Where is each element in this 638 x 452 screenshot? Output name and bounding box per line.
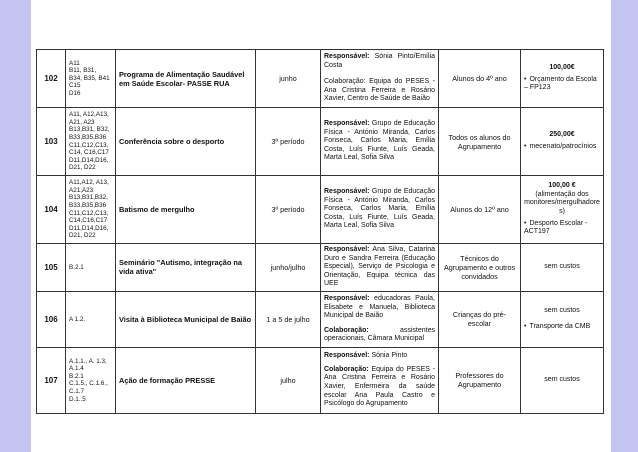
responsible-text: Sónia Pinto — [369, 352, 408, 360]
row-budget — [521, 176, 604, 244]
row-title: Batismo de mergulho — [116, 176, 256, 244]
row-budget — [521, 347, 604, 413]
row-responsible — [321, 50, 439, 108]
collaboration-text: Equipa do PESES - Ana Cristina Ferreira e Rosário Xavier, Enfermeira da saúde escolar Ana Paula Castro e Psicólogo do Agrupamento — [324, 365, 435, 408]
document-page — [31, 0, 611, 452]
responsible-label: Responsável: — [324, 294, 370, 302]
budget-source: • mecenato/patrocínios — [524, 143, 600, 152]
row-budget — [521, 108, 604, 176]
budget-amount: sem custos — [544, 376, 580, 384]
collaboration-text: assistentes operacionais, Câmara Municipal — [324, 326, 435, 343]
row-target: Crianças do pré-escolar — [439, 291, 521, 347]
responsible-text: Ana Silva, Catarina Duro e Sandra Ferreira (Educação Especial), Serviço de Psicologia e Orientação, Equipa técnica das UEE — [324, 246, 435, 288]
row-target: Alunos do 12º ano — [439, 176, 521, 244]
table-row — [37, 50, 604, 108]
activities-table — [36, 49, 604, 414]
responsible-text: Sónia Pinto/Emília Costa — [324, 53, 435, 69]
budget-note: (alimentação dos monitores/mergulhadores) — [524, 190, 600, 215]
responsible-text: Grupo de Educação Física - António Miranda, Carlos Fonseca, Carlos Maria, Emília Costa, Luís Fiunte, Luís Geada, Marta Leal, Sofia Silva — [324, 120, 435, 162]
row-codes: A11, A12,A13, A21, A23 B13,B31, B32, B33,B35,B36 C11,C12,C13, C14, C16,C17 D11,D14,D16, D21, D22 — [66, 108, 116, 176]
row-number: 107 — [37, 347, 66, 413]
row-title: Visita à Biblioteca Municipal de Baião — [116, 291, 256, 347]
row-codes: A11 B11, B31, B34, B35, B41 C15 D16 — [66, 50, 116, 108]
responsible-label: Responsável: — [324, 53, 370, 61]
budget-source: • Orçamento da Escola – FP123 — [524, 76, 600, 93]
collaboration-label: Colaboração: — [324, 326, 369, 334]
row-number: 102 — [37, 50, 66, 108]
row-responsible — [321, 347, 439, 413]
row-date: 1 a 5 de julho — [256, 291, 321, 347]
row-target: Técnicos do Agrupamento e outros convidados — [439, 244, 521, 292]
responsible-text: Grupo de Educação Física - António Miranda, Carlos Fonseca, Carlos Maria, Emília Costa, Luís Fiunte, Luís Geada, Marta Leal, Sofia Silva — [324, 188, 435, 230]
budget-amount: 100,00€ — [549, 64, 575, 72]
budget-amount: 100,00 € — [548, 182, 576, 190]
row-number: 106 — [37, 291, 66, 347]
row-target: Todos os alunos do Agrupamento — [439, 108, 521, 176]
row-title: Seminário "Autismo, integração na vida ativa" — [116, 244, 256, 292]
row-codes: A.1.1., A. 1.3, A.1.4 B.2.1 C.1.5., C.1.6., C.1.7 D.1..5 — [66, 347, 116, 413]
collaboration-label: Colaboração: — [324, 365, 369, 373]
row-budget — [521, 291, 604, 347]
collaboration-text: Equipa do PESES - Ana Cristina Ferreira e Rosário Xavier, Centro de Saúde de Baião — [324, 78, 435, 103]
row-number: 104 — [37, 176, 66, 244]
row-title: Conferência sobre o desporto — [116, 108, 256, 176]
row-responsible — [321, 291, 439, 347]
row-number: 105 — [37, 244, 66, 292]
row-responsible — [321, 244, 439, 292]
table-row — [37, 347, 604, 413]
row-responsible — [321, 108, 439, 176]
row-budget — [521, 244, 604, 292]
budget-amount: sem custos — [544, 263, 580, 271]
table-row — [37, 176, 604, 244]
responsible-text: educadoras Paula, Elisabete e Manuela, Biblioteca Municipal de Baião — [324, 294, 435, 320]
row-codes: A11,A12, A13, A21,A23 B13,B31,B32, B33,B35,B36 C11,C12,C13, C14,C16,C17 D11,D14,D16, D21, D22 — [66, 176, 116, 244]
table-row — [37, 244, 604, 292]
table-row — [37, 108, 604, 176]
responsible-label: Responsável: — [324, 120, 370, 128]
row-codes: B.2.1 — [66, 244, 116, 292]
row-number: 103 — [37, 108, 66, 176]
budget-amount: 250,00€ — [549, 131, 575, 139]
budget-source: • Transporte da CMB — [524, 323, 600, 332]
row-date: julho — [256, 347, 321, 413]
row-title: Programa de Alimentação Saudável em Saúde Escolar- PASSE RUA — [116, 50, 256, 108]
table-row — [37, 291, 604, 347]
row-codes: A 1.2. — [66, 291, 116, 347]
budget-source: • Desporto Escolar - ACT197 — [524, 220, 600, 237]
row-target: Alunos do 4º ano — [439, 50, 521, 108]
collaboration-label: Colaboração: — [324, 78, 366, 86]
budget-amount: sem custos — [544, 306, 580, 314]
row-date: 3º período — [256, 176, 321, 244]
row-responsible — [321, 176, 439, 244]
responsible-label: Responsável: — [324, 188, 370, 196]
row-date: junho/julho — [256, 244, 321, 292]
row-budget — [521, 50, 604, 108]
responsible-label: Responsável: — [324, 352, 370, 360]
row-title: Ação de formação PRESSE — [116, 347, 256, 413]
row-target: Professores do Agrupamento — [439, 347, 521, 413]
responsible-label: Responsável: — [324, 246, 370, 253]
row-date: 3º período — [256, 108, 321, 176]
row-date: junho — [256, 50, 321, 108]
